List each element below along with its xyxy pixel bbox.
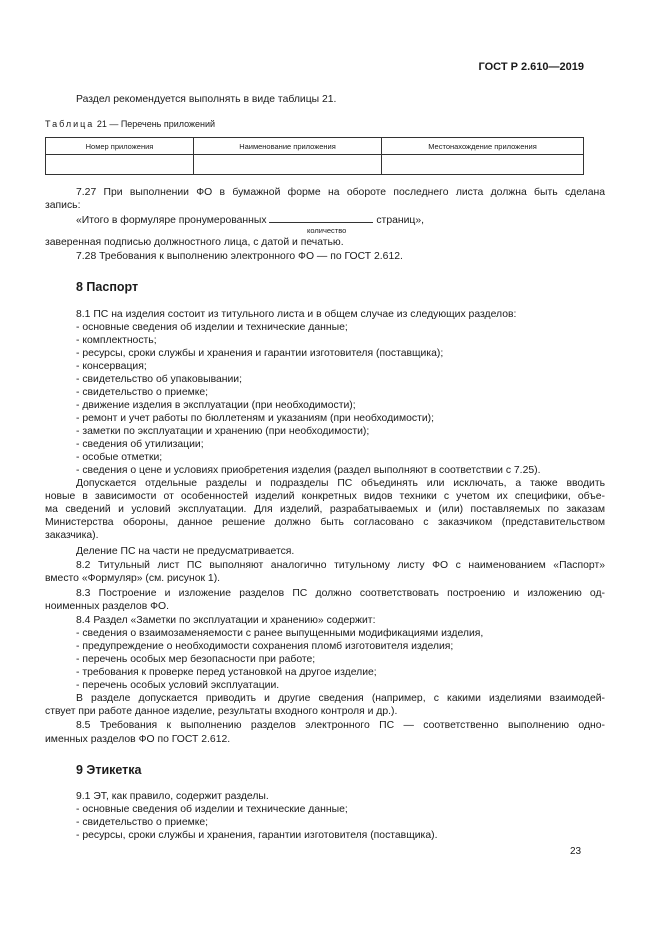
table-caption-title: 21 — Перечень приложений <box>96 119 216 129</box>
appendix-list-table <box>45 137 584 175</box>
col-header-location: Местонахождение приложения <box>382 138 584 155</box>
list-item: - перечень особых мер безопасности при работе; <box>76 654 316 665</box>
section-8-heading: 8 Паспорт <box>76 280 139 294</box>
table-caption-label: Таблица <box>45 119 95 129</box>
clause-7-27-line4: заверенная подписью должностного лица, с датой и печатью. <box>45 237 344 248</box>
table-cell <box>382 155 584 175</box>
intro-text: Раздел рекомендуется выполнять в виде таблицы 21. <box>76 94 337 105</box>
list-item: - ресурсы, сроки службы и хранения, гарантии изготовителя (поставщика). <box>76 830 438 841</box>
clause-8-2-line: вместо «Формуляр» (см. рисунок 1). <box>45 573 221 584</box>
table-cell <box>194 155 382 175</box>
para-other-line: ствует при работе данное изделие, результаты входного контроля и др.). <box>45 706 398 717</box>
list-item: - свидетельство о приемке; <box>76 817 209 828</box>
list-item: - основные сведения об изделии и технические данные; <box>76 322 348 333</box>
list-item: - ремонт и учет работы по бюллетеням и указаниям (при необходимости); <box>76 413 434 424</box>
clause-8-5-line: 8.5 Требования к выполнению разделов электронного ПС — соответственно выполнению одно- <box>76 720 605 731</box>
clause-8-4: 8.4 Раздел «Заметки по эксплуатации и хранению» содержит: <box>76 615 376 626</box>
table-row <box>46 155 584 175</box>
list-item: - предупреждение о необходимости сохранения пломб изготовителя изделия; <box>76 641 454 652</box>
list-item: - перечень особых условий эксплуатации. <box>76 680 280 691</box>
clause-8-5-line: именных разделов ФО по ГОСТ 2.612. <box>45 734 231 745</box>
clause-7-27-quote <box>76 213 605 227</box>
col-header-name: Наименование приложения <box>194 138 382 155</box>
clause-8-2-line: 8.2 Титульный лист ПС выполняют аналогично титульному листу ФО с наименованием «Паспорт» <box>76 560 605 571</box>
table-cell <box>46 155 194 175</box>
list-item: - требования к проверке перед установкой на другое изделие; <box>76 667 377 678</box>
para-allowed-line: Министерства обороны, данное решение должно быть согласовано с заказчиком (представительством <box>45 517 605 528</box>
quote-end: страниц», <box>376 215 425 226</box>
para-allowed-line: ма сведений и условий эксплуатации. Для изделий, разрабатываемых и (или) поставляемых по заказам <box>45 504 605 515</box>
list-item: - движение изделия в эксплуатации (при необходимости); <box>76 400 356 411</box>
list-item: - свидетельство об упаковывании; <box>76 374 243 385</box>
clause-8-1: 8.1 ПС на изделия состоит из титульного листа и в общем случае из следующих разделов: <box>76 309 517 320</box>
list-item: - комплектность; <box>76 335 157 346</box>
clause-7-27-line2: запись: <box>45 200 81 211</box>
blank-label: количество <box>307 226 347 235</box>
table-21-caption <box>45 119 215 129</box>
doc-code-header: ГОСТ Р 2.610—2019 <box>478 61 584 73</box>
list-item: - сведения о взаимозаменяемости с ранее выпущенными модификациями изделия, <box>76 628 484 639</box>
para-allowed-line: Допускается отдельные разделы и подразделы ПС объединять или исключать, а также вводить <box>76 478 605 489</box>
para-other-line: В разделе допускается приводить и другие сведения (например, с какими изделиями взаимодей- <box>76 693 605 704</box>
list-item: - сведения о цене и условиях приобретения изделия (раздел выполняют в соответствии с 7.25). <box>76 465 541 476</box>
list-item: - свидетельство о приемке; <box>76 387 209 398</box>
clause-8-3-line: ноименных разделов ФО. <box>45 601 169 612</box>
col-header-number: Номер приложения <box>46 138 194 155</box>
list-item: - заметки по эксплуатации и хранению (при необходимости); <box>76 426 370 437</box>
list-item: - сведения об утилизации; <box>76 439 204 450</box>
clause-9-1: 9.1 ЭТ, как правило, содержит разделы. <box>76 791 269 802</box>
section-9-heading: 9 Этикетка <box>76 763 142 777</box>
page-number: 23 <box>570 846 582 857</box>
table-header-row <box>46 138 584 155</box>
list-item: - ресурсы, сроки службы и хранения и гарантии изготовителя (поставщика); <box>76 348 444 359</box>
quote-start: «Итого в формуляре пронумерованных <box>76 215 267 226</box>
list-item: - особые отметки; <box>76 452 163 463</box>
clause-7-27-line1: 7.27 При выполнении ФО в бумажной форме на обороте последнего листа должна быть сделана <box>76 187 605 198</box>
clause-7-28: 7.28 Требования к выполнению электронного ФО — по ГОСТ 2.612. <box>76 251 403 262</box>
para-division: Деление ПС на части не предусматривается. <box>76 546 295 557</box>
list-item: - консервация; <box>76 361 147 372</box>
para-allowed-line: заказчика). <box>45 530 99 541</box>
clause-8-3-line: 8.3 Построение и изложение разделов ПС должно соответствовать построению и изложению од- <box>76 588 605 599</box>
para-allowed-line: новые в зависимости от особенностей изделий конкретных видов техники с учетом их специфики, объе- <box>45 491 605 502</box>
list-item: - основные сведения об изделии и технические данные; <box>76 804 348 815</box>
count-blank-line <box>269 213 373 223</box>
